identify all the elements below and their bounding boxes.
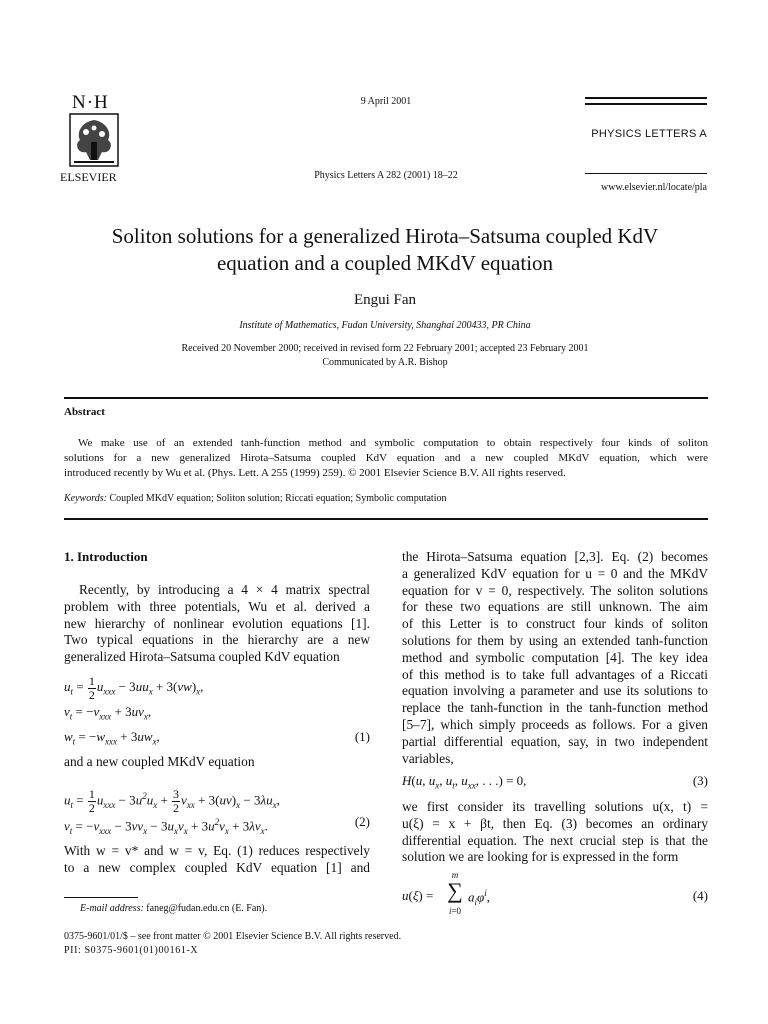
text-line: method and symbolic computation [4]. The key idea [402,649,708,665]
right-paragraph-1 [402,549,708,767]
publisher-name: ELSEVIER [60,170,117,184]
text-line: [5–7], which simply proceeds as follows. For a given [402,716,708,732]
abstract-line-2: solutions for a new generalized Hirota–Satsuma coupled KdV equation and a new coupled MKdV equation, which were [64,452,708,464]
footer-copyright: 0375-9601/01/$ – see front matter © 2001 Elsevier Science B.V. All rights reserved. [64,931,402,942]
author-affiliation: Institute of Mathematics, Fudan University, Shanghai 200433, PR China [239,320,531,331]
article-title-line2: equation and a coupled MKdV equation [216,251,554,275]
text-line: solutions for them by using an extended tanh-function [402,632,708,648]
text-line: of this method is to take full advantages of a Riccati [402,666,708,682]
equation-1-line-1: $u_t$ = $\frac{1}{2}$ $u_{xxx} - 3uu_x + 3(vw)_x$, [64,673,204,702]
text-line: the Hirota–Satsuma equation [2,3]. Eq. (2) becomes [402,549,708,564]
footnote-rule [64,897,138,898]
abstract-line-1: We make use of an extended tanh-function method and symbolic computation to obtain respectively four kinds of soliton [78,437,708,449]
text-line: of this Letter is to construct four kinds of soliton [402,616,708,632]
elsevier-logo [58,92,130,184]
footnote [80,903,267,914]
equation-1 [64,672,370,751]
text-line: u(ξ) = x + βt, then Eq. (3) becomes an ordinary [402,815,708,831]
article-title [40,223,730,277]
abstract-heading: Abstract [64,406,105,418]
equation-4-number: (4) [692,888,708,903]
right-paragraph-2 [402,799,708,866]
communicated-by: Communicated by A.R. Bishop [322,357,448,368]
equation-1-line-2: $v_t = -v_{xxx} + 3uv_x$, [64,704,152,722]
keywords [64,493,446,504]
text-line: we first consider its travelling solutions u(x, t) = [402,799,708,814]
footer-pii: PII: S0375-9601(01)00161-X [64,945,199,956]
journal-url[interactable]: www.elsevier.nl/locate/pla [601,182,707,193]
equation-2 [64,780,370,841]
text-line: variables, [402,750,454,766]
text-line: replace the tanh-function in the tanh-function method [402,700,708,716]
elsevier-tree-icon [64,112,124,168]
abstract-rule-top [64,397,708,399]
text-line: problem with three potentials, Wu et al. derived a [64,598,370,614]
footnote-email[interactable]: faneg@fudan.edu.cn (E. Fan). [146,903,268,914]
text-line: new hierarchy of nonlinear evolution equations [1]. [64,615,370,631]
journal-rule-bottom [585,173,707,174]
author-name: Engui Fan [353,292,417,308]
journal-rule-top-1 [585,97,707,99]
received-dates: Received 20 November 2000; received in revised form 22 February 2001; accepted 23 February 2001 [181,343,589,354]
section-heading-introduction: 1. Introduction [64,549,148,564]
journal-rule-top-2 [585,103,707,105]
equation-3: H(u, $u_x$, $u_t$, $u_{xx}$, . . .) = 0, (3) [402,773,708,791]
keywords-list: Coupled MKdV equation; Soliton solution; Riccati equation; Symbolic computation [109,493,447,504]
mid-text: and a new coupled MKdV equation [64,754,255,769]
text-line: for these two equations are still unknown. The aim [402,599,708,615]
abstract-line-3: introduced recently by Wu et al. (Phys. Lett. A 255 (1999) 259). © 2001 Elsevier Science B.V. All rights reserved. [64,467,566,479]
intro-paragraph-1 [64,582,370,666]
abstract-rule-bottom [64,518,708,520]
equation-2-number: (2) [354,814,370,829]
issue-date: 9 April 2001 [360,96,412,107]
journal-citation: Physics Letters A 282 (2001) 18–22 [314,170,458,181]
text-line: Recently, by introducing a 4 × 4 matrix spectral [79,582,370,597]
intro-paragraph-2 [64,843,370,877]
text-line: to a new complex coupled KdV equation [1] and [64,859,370,875]
text-line: Two typical equations in the hierarchy are a new [64,632,370,648]
article-title-line1: Soliton solutions for a generalized Hirota–Satsuma coupled KdV [111,224,659,248]
keywords-label: Keywords: [64,493,107,504]
text-line: equation for v = 0, respectively. The soliton solutions [402,582,708,598]
abstract-body [64,436,708,481]
text-line: differential equation. The next crucial step is that the [402,832,708,848]
text-line: equation involving a parameter and use its solutions to [402,683,708,699]
equation-4: u(ξ) = m ∑ i=0 $a_i\varphi^i$, (4) [402,870,708,916]
text-line: solution we are looking for is expressed in the form [402,849,679,865]
text-line: partial differential equation, say, in two independent [402,733,708,749]
journal-name: PHYSICS LETTERS A [591,128,707,140]
equation-2-line-1: $u_t$ = $\frac{1}{2}$ $u_{xxx} - 3u^2u_x$ + $\frac{3}{2}$ $v_{xx} + 3(uv)_x - 3\lambda u_x$, [64,786,280,815]
equation-2-line-2: $v_t = -v_{xxx} - 3vv_x - 3u_xv_x + 3u^2v_x + 3\lambda v_x$. (2) [64,814,370,836]
text-line: generalized Hirota–Satsuma coupled KdV equation [64,649,340,665]
equation-1-line-3: $w_t = -w_{xxx} + 3uw_x$, (1) [64,728,370,747]
text-line: With w = v* and w = v, Eq. (1) reduces respectively [64,843,370,858]
equation-3-number: (3) [692,773,708,788]
equation-1-number: (1) [354,728,370,744]
footnote-label: E-mail address: [80,903,144,914]
nh-logo-text: N·H [72,92,109,113]
text-line: a generalized KdV equation for u = 0 and the MKdV [402,565,708,581]
